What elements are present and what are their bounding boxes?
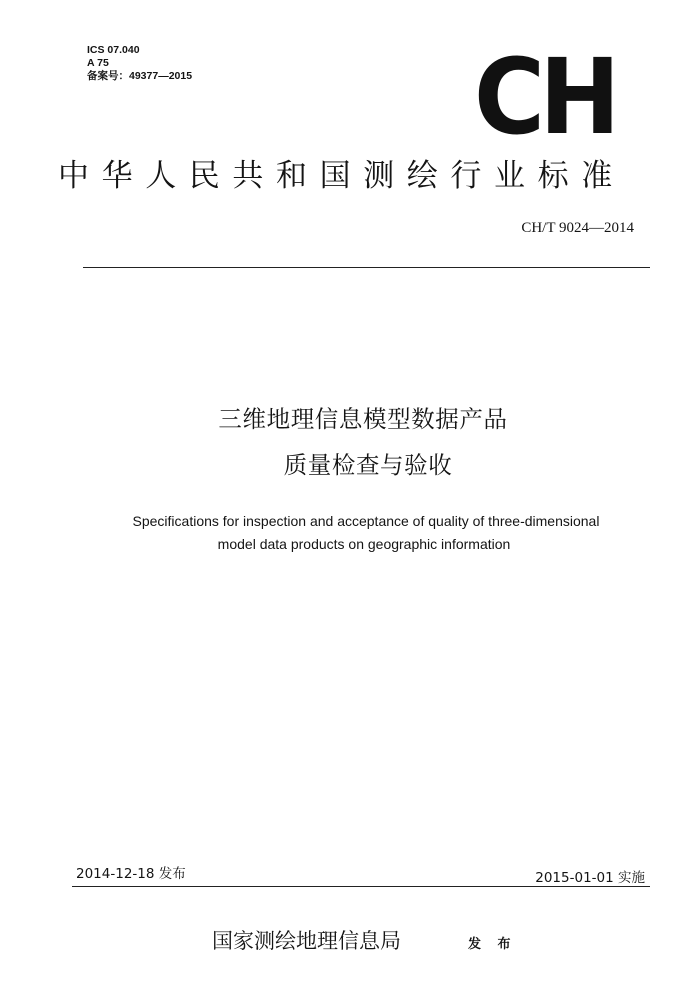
classification-block [87, 44, 192, 83]
english-title-line2: model data products on geographic information [217, 536, 511, 552]
record-number: 备案号：49377—2015 [87, 70, 193, 82]
issue-date: 2014-12-18 发布 [76, 866, 186, 882]
document-title-line2: 质量检查与验收 [283, 451, 453, 479]
standard-code: CH/T 9024—2014 [521, 220, 634, 236]
bottom-divider [72, 886, 650, 887]
standard-category-title: 中华人民共和国测绘行业标准 [58, 158, 625, 194]
publisher-name: 国家测绘地理信息局 [212, 929, 401, 953]
publish-label: 发 布 [468, 937, 517, 952]
class-code: A 75 [87, 57, 109, 69]
ics-code: ICS 07.040 [87, 44, 140, 56]
ch-logo: CH [474, 36, 615, 158]
document-title-line1: 三维地理信息模型数据产品 [218, 405, 508, 433]
english-title-line1: Specifications for inspection and acceptance of quality of three-dimensional [132, 513, 600, 529]
top-divider [83, 267, 650, 268]
implementation-date: 2015-01-01 实施 [535, 870, 645, 886]
